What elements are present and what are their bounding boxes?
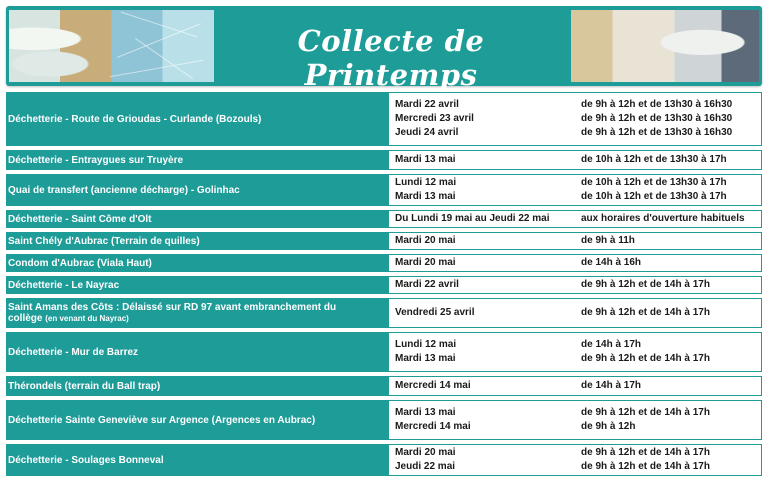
collection-date: Lundi 12 mai	[395, 339, 457, 350]
schedule-cell	[388, 376, 762, 396]
opening-hours: de 10h à 12h et de 13h30 à 17h	[581, 191, 727, 202]
schedule-entry	[395, 379, 757, 393]
location-label: Déchetterie - Entraygues sur Truyère	[8, 154, 184, 166]
location-cell	[6, 376, 388, 396]
schedule-cell	[388, 254, 762, 272]
schedule-entry	[395, 352, 757, 366]
schedule-entry	[395, 190, 757, 204]
collection-date: Jeudi 22 mai	[395, 461, 456, 472]
collection-date: Mardi 20 mai	[395, 447, 456, 458]
schedule-entry	[395, 212, 757, 226]
location-cell	[6, 332, 388, 372]
location-label: Thérondels (terrain du Ball trap)	[8, 380, 161, 392]
collection-date: Mardi 22 avril	[395, 279, 459, 290]
collection-date: Mardi 13 mai	[395, 191, 456, 202]
schedule-entry	[395, 256, 757, 270]
table-row	[6, 92, 762, 146]
schedule-cell	[388, 232, 762, 250]
location-label: Déchetterie - Saint Côme d'Olt	[8, 213, 152, 225]
location-cell	[6, 276, 388, 294]
location-label: Déchetterie - Le Nayrac	[8, 279, 120, 291]
location-label: Déchetterie Sainte Geneviève sur Argence (Argences en Aubrac)	[8, 414, 316, 426]
opening-hours: de 9h à 12h et de 14h à 17h	[581, 447, 710, 458]
opening-hours: de 9h à 12h et de 13h30 à 16h30	[581, 127, 733, 138]
collection-date: Mercredi 14 mai	[395, 421, 471, 432]
location-cell	[6, 444, 388, 476]
schedule-entry	[395, 234, 757, 248]
table-row	[6, 254, 762, 272]
schedule-cell	[388, 92, 762, 146]
opening-hours: de 9h à 11h	[581, 235, 635, 246]
opening-hours: de 14h à 17h	[581, 380, 642, 391]
opening-hours: de 9h à 12h et de 14h à 17h	[581, 407, 710, 418]
schedule-cell	[388, 150, 762, 170]
opening-hours: de 9h à 12h et de 13h30 à 16h30	[581, 113, 733, 124]
location-note: (en venant du Nayrac)	[45, 314, 129, 323]
location-label: Déchetterie - Mur de Barrez	[8, 346, 139, 358]
location-cell	[6, 174, 388, 206]
table-row	[6, 150, 762, 170]
table-row	[6, 210, 762, 228]
schedule-entry	[395, 460, 757, 474]
collection-date: Mardi 13 mai	[395, 154, 456, 165]
collection-date: Mardi 20 mai	[395, 257, 456, 268]
schedule-entry	[395, 338, 757, 352]
opening-hours: de 9h à 12h et de 14h à 17h	[581, 353, 710, 364]
collection-date: Mardi 22 avril	[395, 99, 459, 110]
table-row	[6, 298, 762, 328]
table-row	[6, 444, 762, 476]
schedule-cell	[388, 332, 762, 372]
location-label: Condom d'Aubrac (Viala Haut)	[8, 257, 152, 269]
schedule-table	[6, 92, 762, 480]
collection-date: Mercredi 14 mai	[395, 380, 471, 391]
opening-hours: aux horaires d'ouverture habituels	[581, 213, 745, 224]
table-row	[6, 232, 762, 250]
table-row	[6, 332, 762, 372]
location-cell	[6, 232, 388, 250]
location-label: Saint Chély d'Aubrac (Terrain de quilles)	[8, 235, 200, 247]
schedule-entry	[395, 98, 757, 112]
opening-hours: de 9h à 12h et de 14h à 17h	[581, 461, 710, 472]
schedule-entry	[395, 176, 757, 190]
schedule-entry	[395, 112, 757, 126]
location-cell	[6, 298, 388, 328]
opening-hours: de 9h à 12h et de 14h à 17h	[581, 307, 710, 318]
collection-date: Lundi 12 mai	[395, 177, 457, 188]
schedule-entry	[395, 153, 757, 167]
waste-bales-photo	[9, 10, 214, 82]
schedule-cell	[388, 210, 762, 228]
collection-date: Vendredi 25 avril	[395, 307, 475, 318]
collection-date: Mardi 20 mai	[395, 235, 456, 246]
collection-date: Mardi 13 mai	[395, 353, 456, 364]
table-row	[6, 174, 762, 206]
schedule-cell	[388, 400, 762, 440]
schedule-entry	[395, 126, 757, 140]
location-cell	[6, 254, 388, 272]
collection-date: Mardi 13 mai	[395, 407, 456, 418]
location-label-line2: collège	[8, 313, 43, 324]
collection-date: Mercredi 23 avril	[395, 113, 474, 124]
location-cell	[6, 210, 388, 228]
location-cell	[6, 92, 388, 146]
schedule-entry	[395, 306, 757, 320]
page-title: Collecte de Printemps	[297, 24, 485, 92]
location-cell	[6, 150, 388, 170]
opening-hours: de 9h à 12h et de 14h à 17h	[581, 279, 710, 290]
schedule-cell	[388, 174, 762, 206]
location-label: Quai de transfert (ancienne décharge) - Golinhac	[8, 184, 240, 196]
table-row	[6, 276, 762, 294]
location-label: Saint Amans des Côts : Délaissé sur RD 97 avant embranchement du	[8, 302, 337, 313]
location-label: Déchetterie - Route de Grioudas - Curlande (Bozouls)	[8, 113, 262, 125]
opening-hours: de 10h à 12h et de 13h30 à 17h	[581, 154, 727, 165]
schedule-cell	[388, 444, 762, 476]
collection-date: Du Lundi 19 mai au Jeudi 22 mai	[395, 213, 550, 224]
location-cell	[6, 400, 388, 440]
schedule-entry	[395, 420, 757, 434]
opening-hours: de 14h à 17h	[581, 339, 642, 350]
schedule-entry	[395, 278, 757, 292]
opening-hours: de 10h à 12h et de 13h30 à 17h	[581, 177, 727, 188]
schedule-entry	[395, 406, 757, 420]
schedule-cell	[388, 276, 762, 294]
schedule-cell	[388, 298, 762, 328]
opening-hours: de 14h à 16h	[581, 257, 642, 268]
opening-hours: de 9h à 12h	[581, 421, 636, 432]
table-row	[6, 376, 762, 396]
opening-hours: de 9h à 12h et de 13h30 à 16h30	[581, 99, 733, 110]
table-row	[6, 400, 762, 440]
header-banner	[6, 6, 762, 92]
waste-bags-photo	[571, 10, 759, 82]
location-label: Déchetterie - Soulages Bonneval	[8, 454, 164, 466]
collection-date: Jeudi 24 avril	[395, 127, 459, 138]
schedule-entry	[395, 446, 757, 460]
